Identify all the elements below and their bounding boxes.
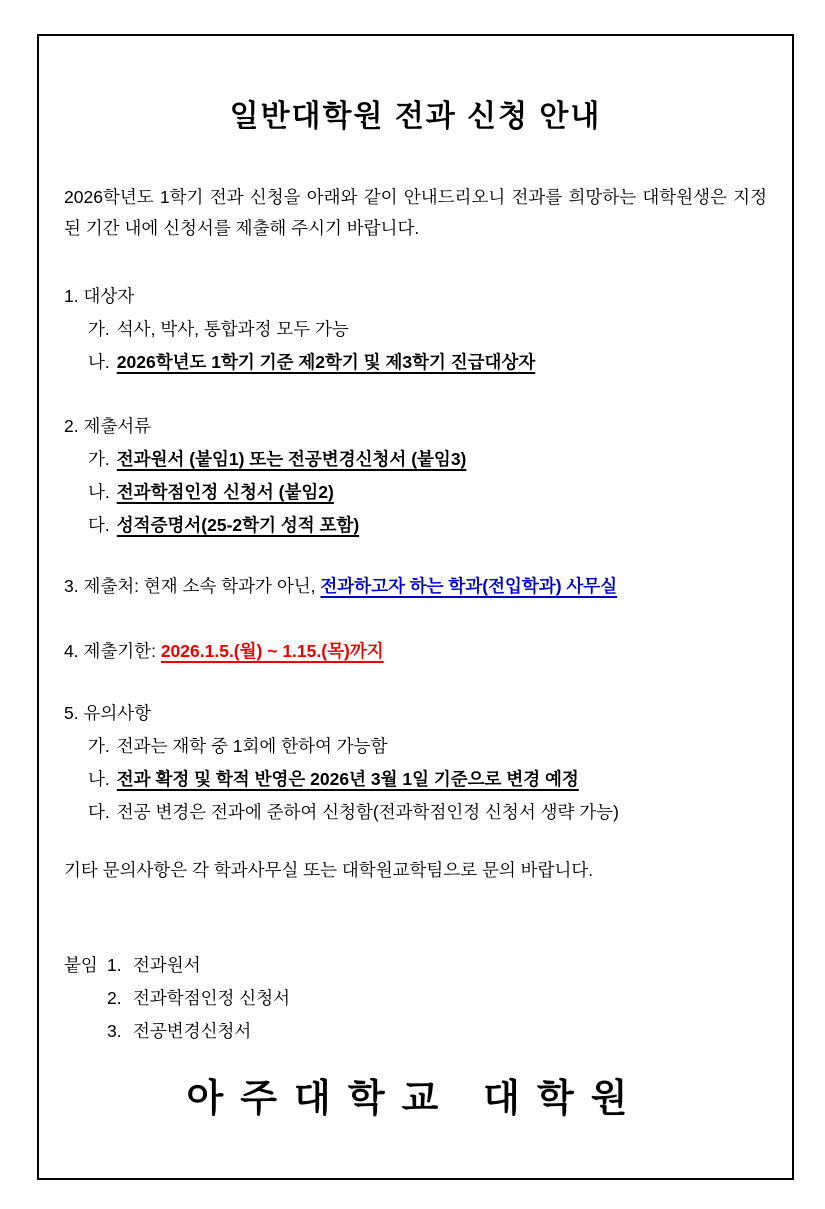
issuing-institution: 아주대학교 대학원 [186, 1078, 645, 1120]
section-4-highlight: 2026.1.5.(월) ~ 1.15.(목)까지 [160, 641, 384, 661]
section-2-item-na [64, 476, 767, 509]
section-2-item-da [64, 509, 767, 542]
section-5-item-da [64, 796, 767, 829]
section-eligibility [64, 280, 767, 379]
item-label: 나. [88, 482, 110, 502]
section-1-item-na [64, 346, 767, 379]
item-text-emphasized: 전과학점인정 신청서 (붙임2) [116, 482, 334, 502]
section-1-heading: 1. 대상자 [64, 286, 135, 306]
section-3-highlight: 전과하고자 하는 학과(전입학과) 사무실 [320, 576, 618, 596]
item-text-emphasized: 전과 확정 및 학적 반영은 2026년 3월 1일 기준으로 변경 예정 [116, 769, 579, 789]
section-required-documents [64, 410, 767, 542]
document-page [37, 34, 794, 1180]
contact-note: 기타 문의사항은 각 학과사무실 또는 대학원교학팀으로 문의 바랍니다. [64, 860, 594, 880]
attachment-row-2 [64, 982, 767, 1015]
item-label: 다. [88, 515, 110, 535]
section-notes [64, 697, 767, 829]
section-5-item-na [64, 763, 767, 796]
section-4-prefix: 4. 제출기한: [64, 641, 156, 661]
attachment-number: 2. [107, 988, 122, 1008]
section-2-heading: 2. 제출서류 [64, 416, 152, 436]
item-text: 전과는 재학 중 1회에 한하여 가능함 [116, 736, 388, 756]
item-text-emphasized: 2026학년도 1학기 기준 제2학기 및 제3학기 진급대상자 [116, 352, 536, 372]
section-deadline [64, 635, 767, 668]
section-2-item-ga [64, 443, 767, 476]
attachment-number: 1. [107, 955, 122, 975]
intro-paragraph: 2026학년도 1학기 전과 신청을 아래와 같이 안내드리오니 전과를 희망하는 대학원생은 지정된 기간 내에 신청서를 제출해 주시기 바랍니다. [64, 187, 767, 238]
item-label: 다. [88, 802, 110, 822]
item-text: 전공 변경은 전과에 준하여 신청함(전과학점인정 신청서 생략 가능) [116, 802, 619, 822]
section-5-heading: 5. 유의사항 [64, 703, 152, 723]
section-submission-office [64, 570, 767, 603]
attachment-row-1 [64, 949, 767, 982]
section-5-item-ga [64, 730, 767, 763]
section-4-line [64, 635, 767, 668]
section-1-item-ga [64, 313, 767, 346]
item-label: 나. [88, 769, 110, 789]
document-title: 일반대학원 전과 신청 안내 [229, 100, 602, 133]
attachment-text: 전공변경신청서 [133, 1021, 252, 1041]
section-3-line [64, 570, 767, 603]
item-label: 가. [88, 736, 110, 756]
attachments-list [64, 949, 767, 1048]
attachments-label: 붙임 [64, 955, 98, 975]
attachment-text: 전과원서 [133, 955, 201, 975]
attachment-text: 전과학점인정 신청서 [133, 988, 291, 1008]
item-label: 가. [88, 449, 110, 469]
item-text-emphasized: 전과원서 (붙임1) 또는 전공변경신청서 (붙임3) [116, 449, 467, 469]
item-text-emphasized: 성적증명서(25-2학기 성적 포함) [116, 515, 360, 535]
attachment-row-3 [64, 1015, 767, 1048]
section-3-prefix: 3. 제출처: 현재 소속 학과가 아닌, [64, 576, 316, 596]
item-label: 가. [88, 319, 110, 339]
attachment-number: 3. [107, 1021, 122, 1041]
item-text: 석사, 박사, 통합과정 모두 가능 [116, 319, 349, 339]
item-label: 나. [88, 352, 110, 372]
